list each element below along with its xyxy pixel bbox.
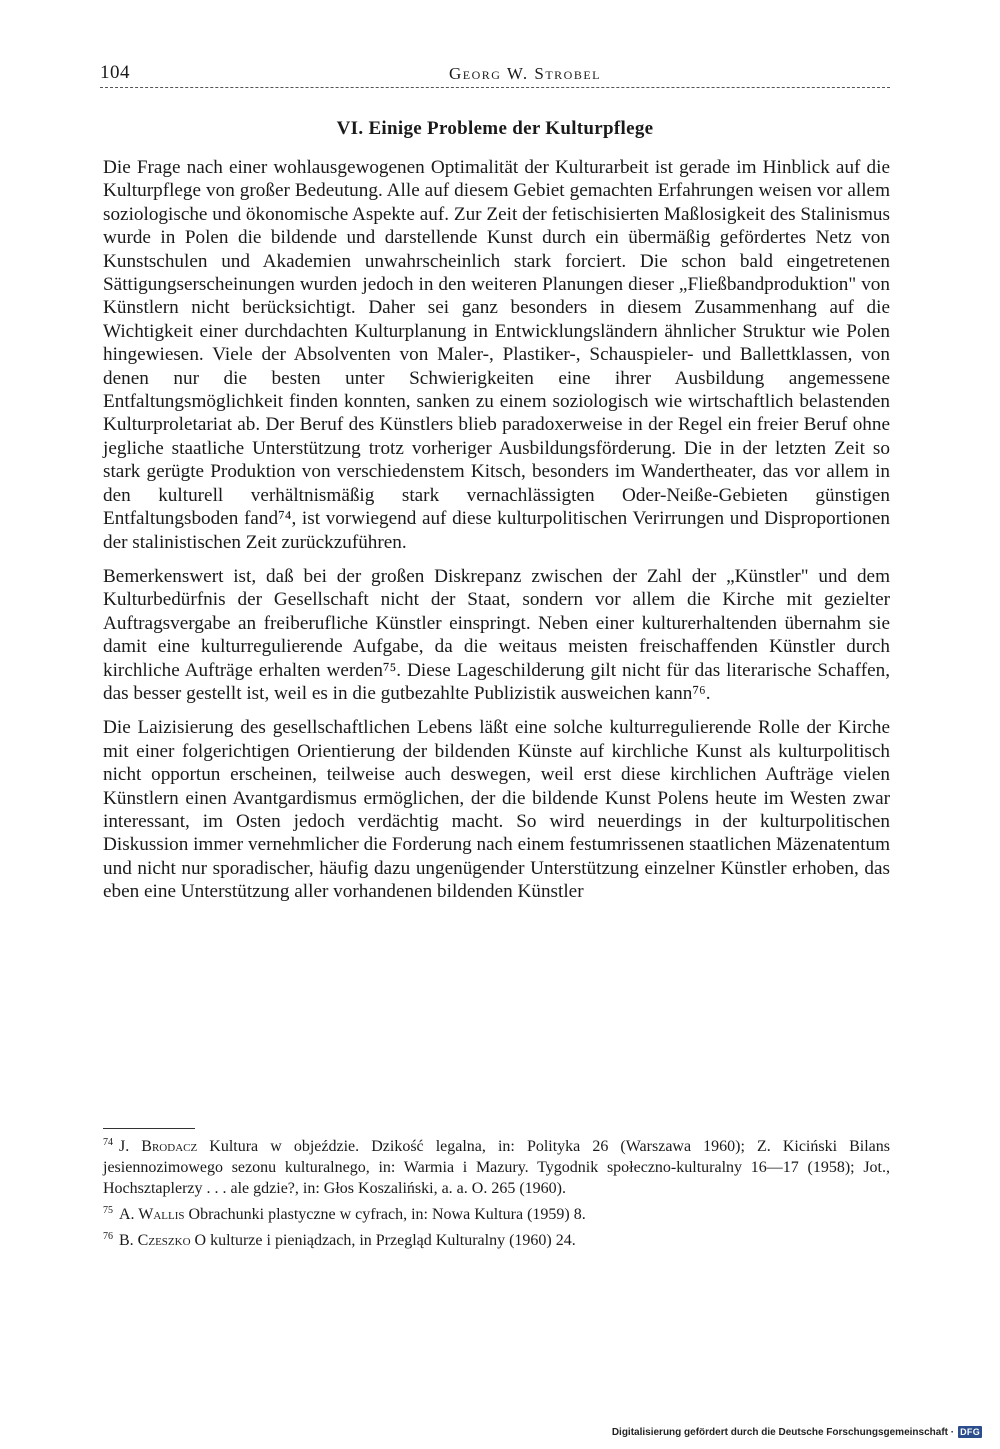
- footnote-author: B. Czeszko: [119, 1232, 191, 1249]
- running-head-author: Georg W. Strobel: [449, 64, 601, 83]
- section-title: VI. Einige Probleme der Kulturpflege: [336, 118, 654, 139]
- footnote-rule: [103, 1128, 195, 1129]
- footnote-author: A. Wallis: [119, 1206, 185, 1223]
- paragraph: Die Frage nach einer wohlausgewogenen Optimalität der Kulturarbeit ist gerade im Hinblick auf die Kulturpflege von großer Bedeutung. Alle auf diesem Gebiet gemachten Erfahrungen weisen vor allem soziologische und ökonomische Aspekte auf. Zur Zeit der fetischisierten Maßlosigkeit des Stalinismus wurde in Polen die bildende und darstellende Kunst durch ein übermäßig gefördertes Netz von Kunstschulen und Akademien unwahrscheinlich stark forciert. Die schon bald eingetretenen Sättigungserscheinungen wurden jedoch in den weiteren Planungen dieser „Fließbandproduktion" von Künstlern nicht berücksichtigt. Daher sei ganz besonders in diesem Zusammenhang auf die Wichtigkeit einer durchdachten Kulturplanung in Entwicklungsländern ähnlicher Struktur wie Polen hingewiesen. Viele der Absolventen von Maler-, Plastiker-, Schauspieler- und Ballettklassen, von denen nur die besten unter Schwierigkeiten eine ihrer Ausbildung angemessene Entfaltungsmöglichkeit finden konnten, sanken zu einem soziologisch wie wirtschaftlich belastenden Kulturproletariat ab. Der Beruf des Künstlers blieb paradoxerweise in der Regel ein freier Beruf ohne jegliche staatliche Unterstützung trotz vorheriger Ausbildungsförderung. Die in der letzten Zeit so stark gerügte Produktion von verschiedenstem Kitsch, besonders im Wandertheater, das vor allem in den kulturell verhältnismäßig stark vernachlässigten Oder-Neiße-Gebieten günstigen Entfaltungsboden fand⁷⁴, ist vorwiegend auf diese kulturpolitischen Verirrungen und Disproportionen der stalinistischen Zeit zurückzuführen.: [103, 157, 890, 553]
- dfg-logo: DFG: [960, 1427, 980, 1437]
- footnote-mark: 75: [103, 1204, 113, 1216]
- body-text: [103, 156, 890, 904]
- footnote: [103, 1136, 890, 1199]
- footnote-text: Kultura w objeździe. Dzikość legalna, in: Polityka 26 (Warszawa 1960); Z. Kiciński Bilans jesiennozimowego sezonu kulturalnego, in: Warmia i Mazury. Tygodnik społeczno-kulturalny 16—17 (1958); Jot., Hochsztaplerzy . . . ale gdzie?, in: Głos Koszaliński, a. a. O. 265 (1960).: [103, 1138, 891, 1197]
- footnote-text: Obrachunki plastyczne w cyfrach, in: Nowa Kultura (1959) 8.: [188, 1206, 586, 1223]
- footnote-author: J. Brodacz: [119, 1138, 198, 1155]
- header-rule: [100, 87, 890, 88]
- page-number: 104: [100, 62, 130, 83]
- footnote: [103, 1204, 890, 1225]
- footnote: [103, 1230, 890, 1251]
- paragraph: Bemerkenswert ist, daß bei der großen Diskrepanz zwischen der Zahl der „Künstler" und dem Kulturbedürfnis der Gesellschaft nicht der Staat, sondern vor allem die Kirche mit gezielter Auftragsvergabe an freiberufliche Künstler einspringt. Neben einer kulturerhaltenden übernahm sie damit eine kulturregulierende Aufgabe, da die weitaus meisten freischaffenden Künstler durch kirchliche Aufträge erhalten werden⁷⁵. Diese Lageschilderung gilt nicht für das literarische Schaffen, das besser gestellt ist, weil es in die gutbezahlte Publizistik ausweichen kann⁷⁶.: [103, 565, 890, 704]
- running-head: [100, 62, 890, 92]
- credit-text: Digitalisierung gefördert durch die Deutsche Forschungsgemeinschaft ·: [611, 1426, 955, 1438]
- footnote-text: O kulturze i pieniądzach, in Przegląd Kulturalny (1960) 24.: [194, 1232, 576, 1249]
- footnote-mark: 74: [103, 1136, 113, 1148]
- paragraph: Die Laizisierung des gesellschaftlichen Lebens läßt eine solche kulturregulierende Rolle der Kirche mit einer folgerichtigen Orientierung der bildenden Künste auf kirchliche Kunst als kulturpolitisch nicht opportun erscheinen, teilweise auch deswegen, weil erst diese kirchlichen Aufträge vielen Künstlern einen Avantgardismus ermöglichen, der die bildende Kunst Polens heute im Westen zwar interessant, im Osten jedoch verdächtig macht. So wird neuerdings in der kulturpolitischen Diskussion immer vernehmlicher die Forderung nach einem festumrissenen staatlichen Mäzenatentum und nicht nur sporadischer, häufig dazu ungenügender Unterstützung einzelner Künstler erhoben, das eben eine Unterstützung aller vorhandenen bildenden Künstler: [103, 717, 890, 903]
- footnote-mark: 76: [103, 1230, 113, 1242]
- digitization-credit: [612, 1426, 982, 1438]
- footnotes: [103, 1136, 890, 1256]
